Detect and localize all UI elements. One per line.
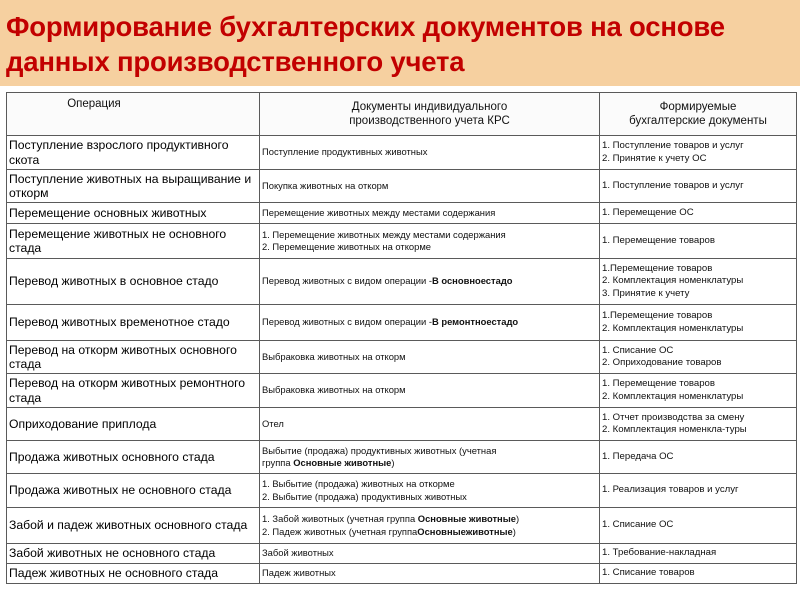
results-cell	[600, 441, 797, 474]
documents-cell	[260, 441, 600, 474]
results-cell	[600, 374, 797, 408]
documents-cell	[260, 259, 600, 305]
header-results	[600, 93, 797, 136]
documents-cell	[260, 341, 600, 374]
results-cell	[600, 224, 797, 259]
document-text: )	[391, 457, 395, 468]
document-line: 2. Выбытие (продажа) продуктивных животных	[262, 490, 467, 502]
table-row	[7, 341, 797, 374]
result-line: 1. Поступление товаров и услуг	[602, 140, 744, 151]
table-row	[7, 136, 797, 170]
documents-cell	[260, 544, 600, 564]
document-line: Выбытие (продажа) продуктивных животных (учетная	[262, 444, 497, 456]
document-line: Поступление продуктивных животных	[262, 146, 428, 158]
documents-cell	[260, 474, 600, 508]
operation-type-bold: В основноестадо	[431, 275, 513, 287]
document-line: Выбраковка животных на откорм	[262, 350, 406, 362]
results-cell	[600, 564, 797, 584]
documents-cell	[260, 374, 600, 408]
document-line	[262, 526, 597, 539]
result-line: 1. Поступление товаров и услуг	[602, 179, 744, 191]
document-line: 2. Перемещение животных на откорме	[262, 241, 432, 252]
document-line: Выбраковка животных на откорм	[262, 384, 406, 396]
document-text: )	[512, 525, 516, 537]
operation-cell: Падеж животных не основного стада	[7, 564, 260, 584]
document-text: 2. Падеж животных (учетная группа	[262, 525, 418, 537]
result-line: 1. Перемещение товаров	[602, 234, 715, 246]
table-row	[7, 224, 797, 259]
results-cell	[600, 259, 797, 305]
operation-cell: Перемещение животных не основного стада	[7, 224, 260, 259]
results-cell	[600, 341, 797, 374]
result-line: 2. Оприходование товаров	[602, 357, 722, 368]
document-line: 1. Выбытие (продажа) животных на откорме	[262, 478, 455, 489]
result-line: 1. Списание товаров	[602, 567, 695, 579]
documents-cell	[260, 203, 600, 224]
table-row	[7, 305, 797, 341]
operation-cell: Поступление взрослого продуктивного скота	[7, 136, 260, 170]
document-line: Покупка животных на откорм	[262, 179, 389, 191]
result-line: 1. Передача ОС	[602, 450, 674, 462]
documents-cell	[260, 564, 600, 584]
results-cell	[600, 170, 797, 203]
result-line: 2. Принятие к учету ОС	[602, 152, 707, 164]
operation-cell: Перевод на откорм животных ремонтного стада	[7, 374, 260, 408]
operation-cell: Забой животных не основного стада	[7, 544, 260, 564]
table-row	[7, 259, 797, 305]
result-line: 1. Перемещение ОС	[602, 206, 694, 218]
operation-cell: Поступление животных на выращивание и откорм	[7, 170, 260, 203]
table-header-row	[7, 93, 797, 136]
result-line: 1. Реализация товаров и услуг	[602, 484, 739, 496]
document-line	[262, 513, 597, 526]
document-line: Перемещение животных между местами содержания	[262, 206, 496, 218]
results-cell	[600, 305, 797, 341]
result-line: 2. Комплектация номенклатуры	[602, 390, 744, 402]
operation-cell: Продажа животных основного стада	[7, 441, 260, 474]
operation-cell: Забой и падеж животных основного стада	[7, 508, 260, 544]
result-line: 1.Перемещение товаров	[602, 310, 713, 321]
results-cell	[600, 544, 797, 564]
result-line: 3. Принятие к учету	[602, 287, 690, 299]
table-row	[7, 544, 797, 564]
document-line: 1. Перемещение животных между местами содержания	[262, 228, 506, 240]
documents-cell	[260, 136, 600, 170]
result-line: 1.Перемещение товаров	[602, 262, 713, 274]
table-row	[7, 441, 797, 474]
results-cell	[600, 474, 797, 508]
operation-cell: Оприходование приплода	[7, 408, 260, 441]
documents-cell	[260, 408, 600, 441]
table-row	[7, 408, 797, 441]
result-line: 1. Отчет производства за смену	[602, 411, 745, 423]
table-row	[7, 203, 797, 224]
account-group-bold: Основныеживотные	[417, 525, 513, 537]
header-documents-line2: производственного учета КРС	[349, 115, 510, 127]
document-text: Перевод животных с видом операции -	[262, 275, 432, 287]
table-row	[7, 508, 797, 544]
operation-cell: Перевод на откорм животных основного стада	[7, 341, 260, 374]
header-operation: Операция	[7, 93, 260, 136]
result-line: 2. Комплектация номенкла-туры	[602, 424, 747, 435]
page-title: Формирование бухгалтерских документов на основе данных производственного учета	[6, 11, 725, 77]
documents-cell	[260, 305, 600, 341]
document-line: Отел	[262, 417, 284, 429]
table-row	[7, 170, 797, 203]
operation-cell: Перевод животных временотное стадо	[7, 305, 260, 341]
document-text: )	[515, 513, 520, 524]
results-cell	[600, 508, 797, 544]
documents-cell	[260, 508, 600, 544]
table-row	[7, 474, 797, 508]
operation-cell: Перевод животных в основное стадо	[7, 259, 260, 305]
header-documents	[260, 93, 600, 136]
results-cell	[600, 203, 797, 224]
operation-cell: Перемещение основных животных	[7, 203, 260, 224]
document-text: 1. Забой животных (учетная группа	[262, 513, 418, 524]
result-line: 2. Комплектация номенклатуры	[602, 275, 744, 287]
operation-cell: Продажа животных не основного стада	[7, 474, 260, 508]
header-results-line2: бухгалтерские документы	[629, 115, 767, 127]
header-results-line1: Формируемые	[659, 101, 737, 113]
result-line: 1. Перемещение товаров	[602, 378, 715, 389]
operation-type-bold: В ремонтноестадо	[431, 316, 519, 328]
result-line: 1. Требование-накладная	[602, 547, 717, 559]
account-group-bold: Основные животные	[293, 457, 392, 468]
operations-table	[6, 92, 797, 584]
header-documents-line1: Документы индивидуального	[351, 101, 508, 113]
document-text: группа	[262, 457, 294, 468]
document-line: Падеж животных	[262, 567, 336, 579]
title-banner	[0, 0, 800, 86]
result-line: 2. Комплектация номенклатуры	[602, 322, 744, 334]
document-line: Забой животных	[262, 547, 334, 559]
documents-cell	[260, 224, 600, 259]
results-cell	[600, 136, 797, 170]
result-line: 1. Списание ОС	[602, 519, 674, 531]
documents-cell	[260, 170, 600, 203]
account-group-bold: Основные животные	[417, 513, 516, 524]
results-cell	[600, 408, 797, 441]
document-line	[262, 457, 597, 470]
table-row	[7, 374, 797, 408]
table-row	[7, 564, 797, 584]
result-line: 1. Списание ОС	[602, 344, 674, 356]
document-text: Перевод животных с видом операции -	[262, 316, 432, 328]
